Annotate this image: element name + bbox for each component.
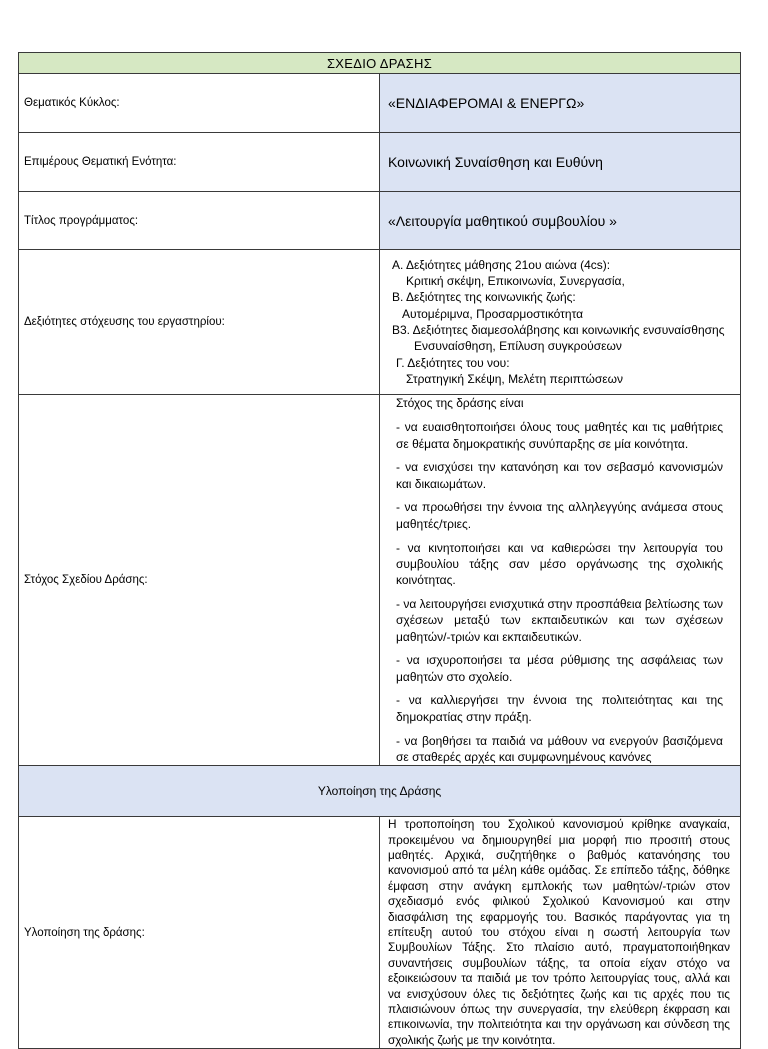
skills-line: Α. Δεξιότητες μάθησης 21ου αιώνα (4cs):	[392, 257, 611, 272]
skills-line: Β3. Δεξιότητες διαμεσολάβησης και κοινωνικής ενσυναίσθησης	[392, 323, 725, 337]
program-title-value: «Λειτουργία μαθητικού συμβουλίου »	[380, 192, 741, 250]
document-title: ΣΧΕΔΙΟ ΔΡΑΣΗΣ	[19, 53, 741, 74]
row-implementation-heading	[19, 766, 741, 817]
implementation-text: Η τροποποίηση του Σχολικού κανονισμού κρίθηκε αναγκαία, προκειμένου να δημιουργηθεί μια μορφή πιο προσιτή στους μαθητές. Αρχικά, συζητήθηκε ο βαθμός κατανόησης του κανονισμού από τα μέλη κάθε ομάδας. Σε επίπεδο τάξης, δόθηκε έμφαση στην ανάγκη εμπλοκής των μαθητών/-τριών στον σχεδιασμό ενός φιλικού Σχολικού Κανονισμού και στην διασφάλιση της εφαρμογής του. Βασικός παράγοντας για τη επίτευξη αυτού του στόχου είναι η σωστή λειτουργία των Συμβουλίων Τάξης. Στο πλαίσιο αυτό, πραγματοποιήθηκαν συναντήσεις συμβουλίων τάξης, τα οποία είχαν στόχο να εξοικειώσουν τα παιδιά με τον τρόπο λειτουργίας τους, αλλά και να ενισχύσουν όλες τις δεξιότητες ζωής και τις αρχές που τις πλαισιώνουν όπως την συνεργασία, την ελεύθερη έκφραση και επικοινωνία, την πολιτειότητα και την οργάνωση και σύνδεση της σχολικής ζωής με την κοινότητα.	[380, 817, 741, 1049]
plan-goal-item: - να ευαισθητοποιήσει όλους τους μαθητές και τις μαθήτριες σε θέματα δημοκρατικής συνύπαρξης σε μία κοινότητα.	[396, 420, 723, 451]
row-thematic-cycle	[19, 74, 741, 133]
implementation-section-title: Υλοποίηση της Δράσης	[19, 766, 741, 817]
row-implementation	[19, 817, 741, 1049]
plan-goal-intro: Στόχος της δράσης είναι	[396, 396, 524, 410]
implementation-label: Υλοποίηση της δράσης:	[19, 817, 380, 1049]
plan-goal-label: Στόχος Σχεδίου Δράσης:	[19, 395, 380, 766]
plan-goal-item: - να βοηθήσει τα παιδιά να μάθουν να ενεργούν βασιζόμενα σε σταθερές αρχές και συμφωνημένους κανόνες	[396, 733, 723, 764]
thematic-cycle-label: Θεματικός Κύκλος:	[19, 74, 380, 133]
skills-line: Στρατηγική Σκέψη, Μελέτη περιπτώσεων	[406, 371, 624, 386]
plan-goal-item: - να κινητοποιήσει και να καθιερώσει την λειτουργία του συμβουλίου τάξης σαν μέσο οργάνωσης της σχολικής κοινότητας.	[396, 540, 723, 588]
action-plan-document	[18, 52, 741, 1049]
sub-unit-value: Κοινωνική Συναίσθηση και Ευθύνη	[380, 133, 741, 192]
plan-goal-content	[380, 395, 741, 766]
row-program-title	[19, 192, 741, 250]
thematic-cycle-value: «ΕΝΔΙΑΦΕΡΟΜΑΙ & ΕΝΕΡΓΩ»	[380, 74, 741, 133]
plan-goal-item: - να προωθήσει την έννοια της αλληλεγγύης ανάμεσα στους μαθητές/τριες.	[396, 500, 723, 531]
title-row	[19, 53, 741, 74]
skills-list	[380, 250, 741, 395]
skills-line: Ενσυναίσθηση, Επίλυση συγκρούσεων	[414, 339, 622, 354]
skills-line: Αυτομέριμνα, Προσαρμοστικότητα	[402, 306, 584, 321]
plan-goal-item: - να ισχυροποιήσει τα μέσα ρύθμισης της ασφάλειας των μαθητών στο σχολείο.	[396, 653, 723, 684]
skills-line: Β. Δεξιότητες της κοινωνικής ζωής:	[392, 290, 576, 305]
plan-goal-item: - να ενισχύσει την κατανόηση και τον σεβασμό κανονισμών και δικαιωμάτων.	[396, 460, 723, 491]
skills-line: Κριτική σκέψη, Επικοινωνία, Συνεργασία,	[406, 274, 625, 289]
skills-line: Γ. Δεξιότητες του νου:	[396, 355, 510, 370]
row-skills	[19, 250, 741, 395]
plan-goal-item: - να καλλιεργήσει την έννοια της πολιτειότητας και της δημοκρατίας στην πράξη.	[396, 693, 723, 724]
sub-unit-label: Επιμέρους Θεματική Ενότητα:	[19, 133, 380, 192]
program-title-label: Τίτλος προγράμματος:	[19, 192, 380, 250]
row-sub-unit	[19, 133, 741, 192]
skills-label: Δεξιότητες στόχευσης του εργαστηρίου:	[19, 250, 380, 395]
row-plan-goal	[19, 395, 741, 766]
plan-goal-item: - να λειτουργήσει ενισχυτικά στην προσπάθεια βελτίωσης των σχέσεων μεταξύ των εκπαιδευτικών και των σχέσεων μαθητών/-τριών και εκπαιδευτικών.	[396, 596, 724, 644]
action-plan-table	[18, 52, 741, 1049]
